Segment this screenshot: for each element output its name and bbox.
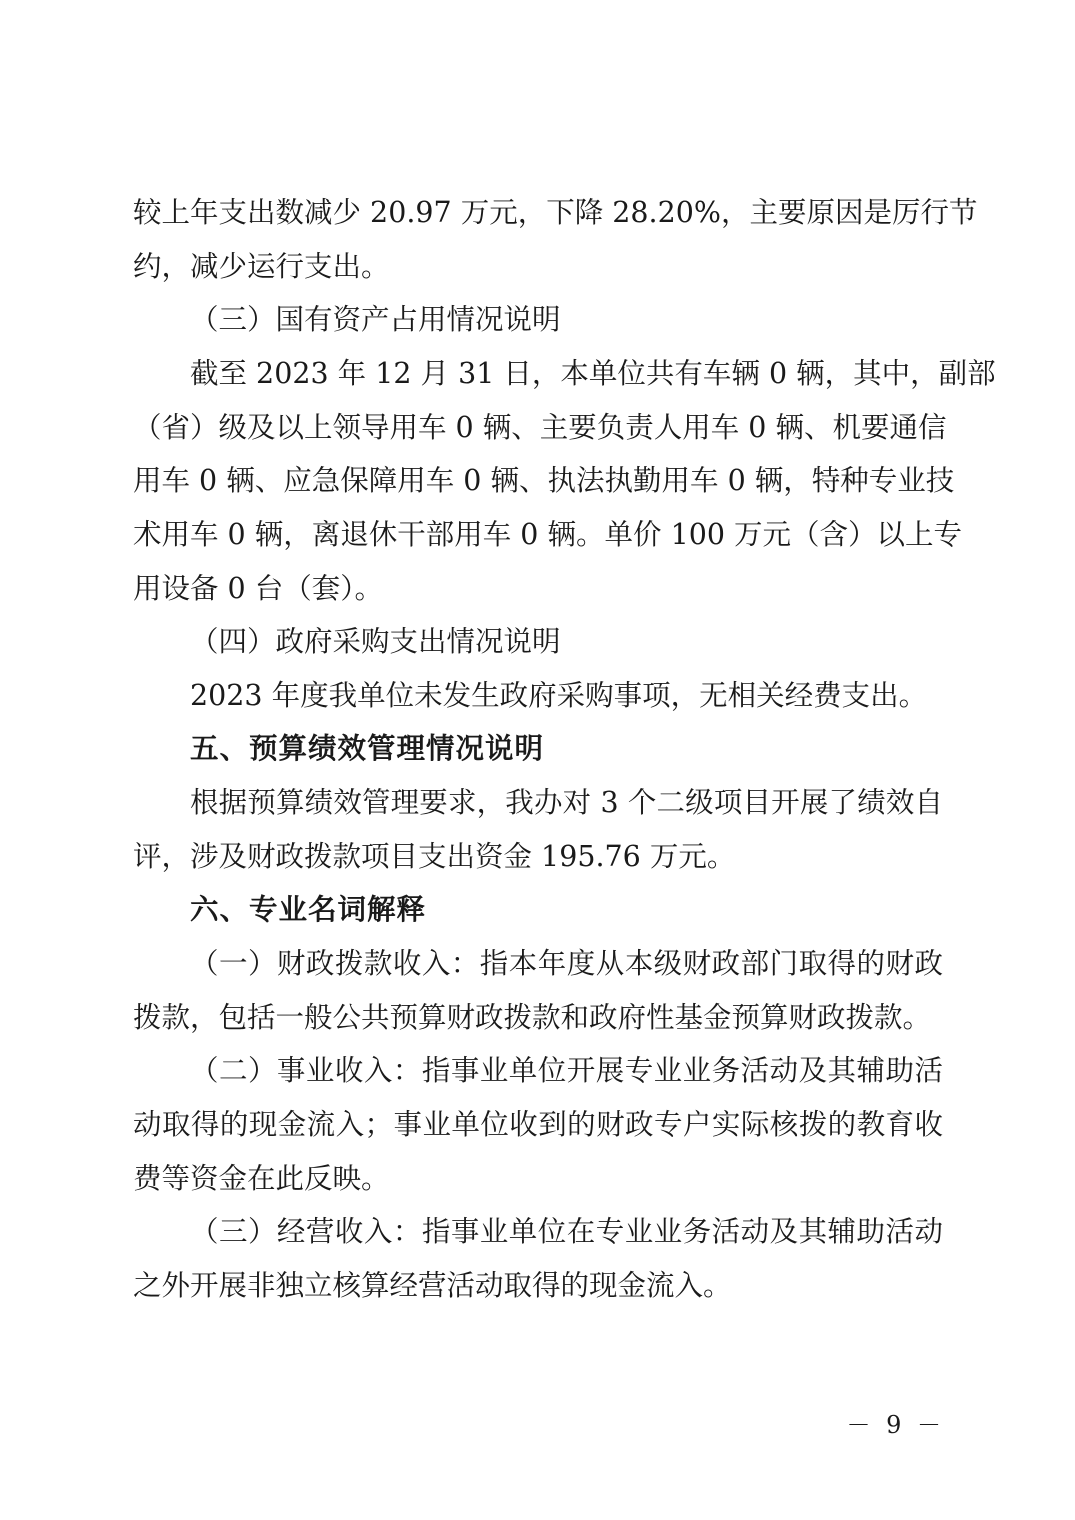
section-heading: 六、专业名词解释 xyxy=(190,893,427,926)
paragraph-line: 用设备 0 台（套）。 xyxy=(133,572,384,605)
paragraph-line: 2023 年度我单位未发生政府采购事项，无相关经费支出。 xyxy=(190,679,928,712)
paragraph-line: 根据预算绩效管理要求，我办对 3 个二级项目开展了绩效自 xyxy=(190,786,943,819)
paragraph-line: 用车 0 辆、应急保障用车 0 辆、执法执勤用车 0 辆，特种专业技 xyxy=(133,464,955,497)
section-heading: 五、预算绩效管理情况说明 xyxy=(190,732,545,765)
definition-line xyxy=(190,1212,943,1252)
definition-text: 指本年度从本级财政部门取得的财政 xyxy=(479,947,943,980)
paragraph-line: 术用车 0 辆，离退休干部用车 0 辆。单价 100 万元（含）以上专 xyxy=(133,518,963,551)
paragraph-line: 较上年支出数减少 20.97 万元，下降 28.20%，主要原因是厉行节 xyxy=(133,196,978,229)
definition-term: （二）事业收入： xyxy=(190,1054,422,1087)
paragraph-line: 之外开展非独立核算经营活动取得的现金流入。 xyxy=(133,1269,732,1302)
paragraph-line: 截至 2023 年 12 月 31 日，本单位共有车辆 0 辆，其中，副部 xyxy=(190,357,996,390)
paragraph-line: 动取得的现金流入；事业单位收到的财政专户实际核拨的教育收 xyxy=(133,1108,943,1141)
section-subheading: （四）政府采购支出情况说明 xyxy=(190,625,561,658)
paragraph-line: 费等资金在此反映。 xyxy=(133,1162,390,1195)
definition-text: 指事业单位在专业业务活动及其辅助活动 xyxy=(421,1215,943,1248)
paragraph-line: 评，涉及财政拨款项目支出资金 195.76 万元。 xyxy=(133,840,736,873)
definition-term: （一）财政拨款收入： xyxy=(190,947,480,980)
paragraph-line: 约，减少运行支出。 xyxy=(133,250,390,283)
definition-line xyxy=(190,944,943,984)
definition-term: （三）经营收入： xyxy=(190,1215,422,1248)
paragraph-line: 拨款，包括一般公共预算财政拨款和政府性基金预算财政拨款。 xyxy=(133,1001,932,1034)
paragraph-line: （省）级及以上领导用车 0 辆、主要负责人用车 0 辆、机要通信 xyxy=(133,411,947,444)
definition-text: 指事业单位开展专业业务活动及其辅助活 xyxy=(421,1054,943,1087)
section-subheading: （三）国有资产占用情况说明 xyxy=(190,303,561,336)
page-number: － 9 － xyxy=(846,1411,945,1439)
definition-line xyxy=(190,1051,943,1091)
